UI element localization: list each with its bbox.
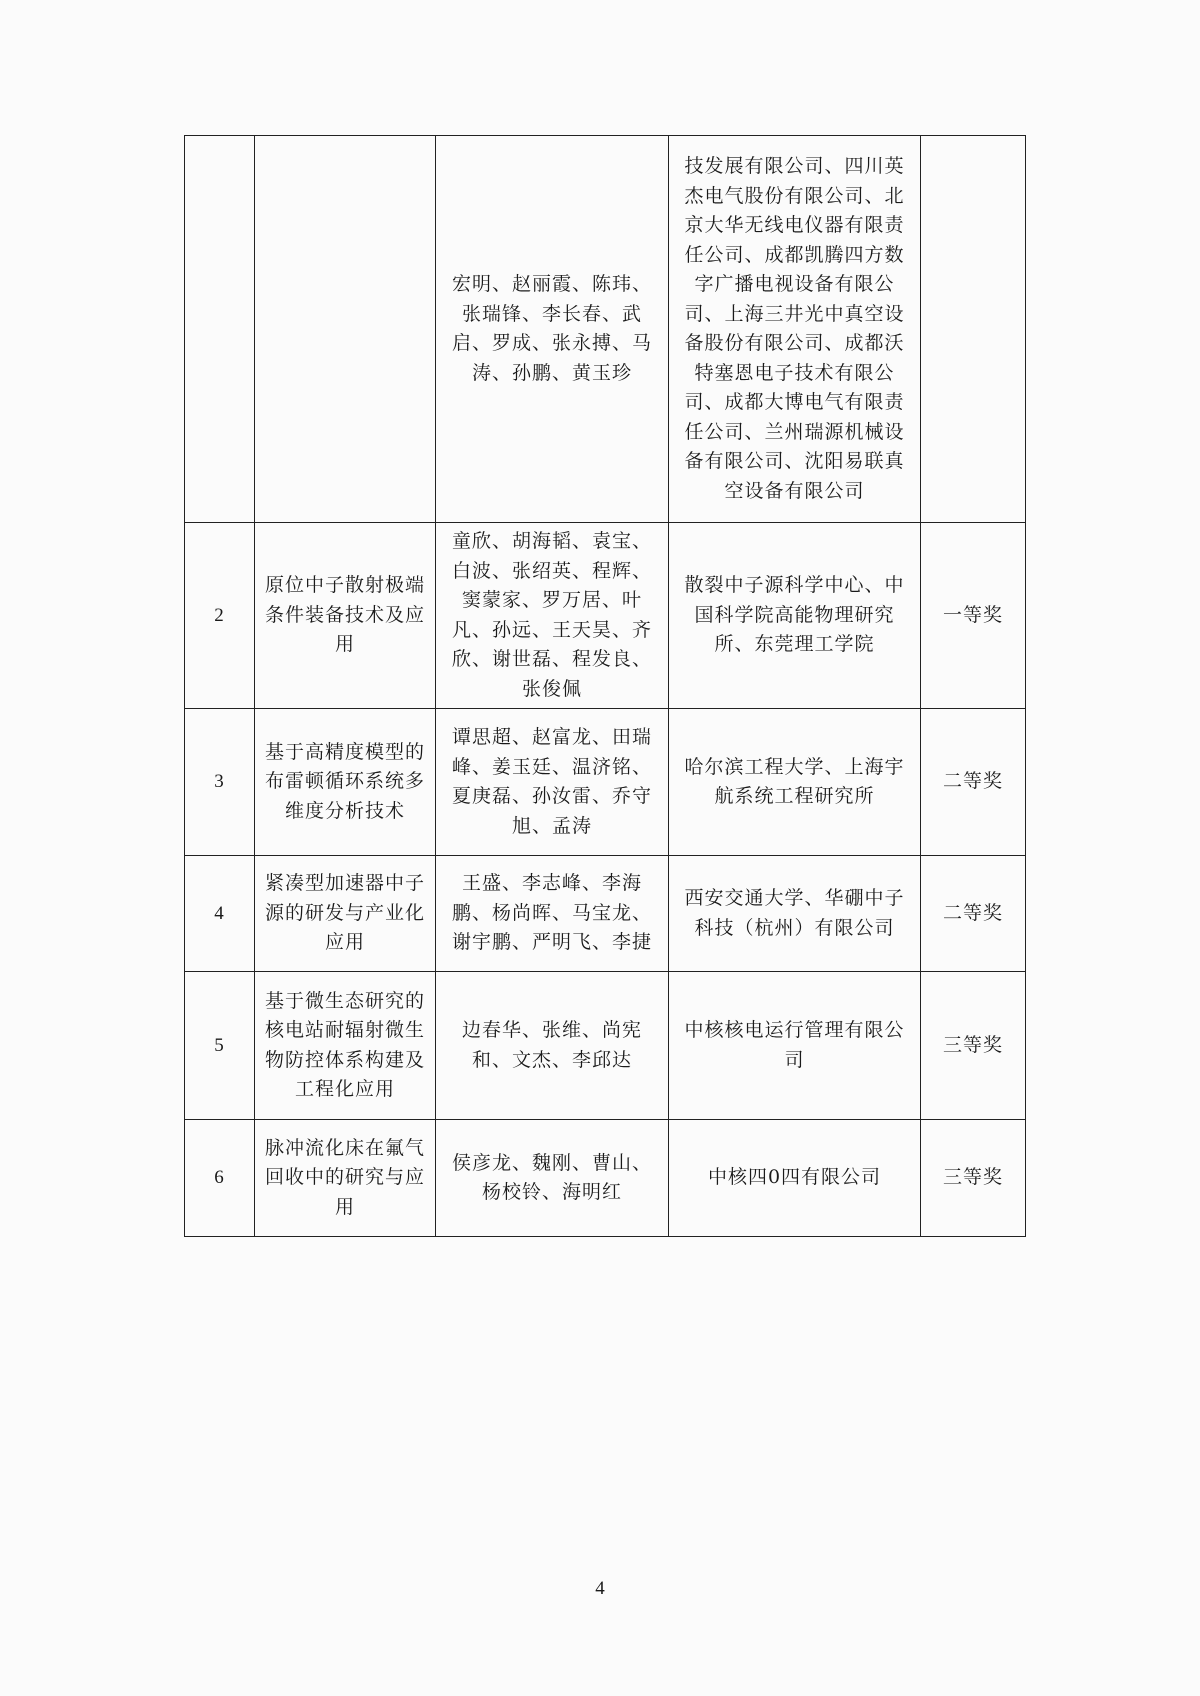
completers: 边春华、张维、尚宪和、文杰、李邱达: [436, 972, 669, 1120]
project-name: 紧凑型加速器中子源的研发与产业化应用: [255, 856, 436, 972]
award-level: 二等奖: [921, 709, 1026, 856]
award-level: 一等奖: [921, 523, 1026, 709]
completers: 宏明、赵丽霞、陈玮、张瑞锋、李长春、武启、罗成、张永搏、马涛、孙鹏、黄玉珍: [436, 136, 669, 523]
project-name: 基于高精度模型的布雷顿循环系统多维度分析技术: [255, 709, 436, 856]
table-row: [185, 709, 1026, 856]
table-row: [185, 136, 1026, 523]
completing-units: 技发展有限公司、四川英杰电气股份有限公司、北京大华无线电仪器有限责任公司、成都凯腾四方数字广播电视设备有限公司、上海三井光中真空设备股份有限公司、成都沃特塞恩电子技术有限公司、成都大博电气有限责任公司、兰州瑞源机械设备有限公司、沈阳易联真空设备有限公司: [669, 136, 921, 523]
row-number: 4: [185, 856, 255, 972]
table-row: [185, 523, 1026, 709]
table-row: [185, 856, 1026, 972]
award-level: 二等奖: [921, 856, 1026, 972]
completers: 谭思超、赵富龙、田瑞峰、姜玉廷、温济铭、夏庚磊、孙汝雷、乔守旭、孟涛: [436, 709, 669, 856]
completing-units: 哈尔滨工程大学、上海宇航系统工程研究所: [669, 709, 921, 856]
row-number: [185, 136, 255, 523]
completing-units: 散裂中子源科学中心、中国科学院高能物理研究所、东莞理工学院: [669, 523, 921, 709]
table-row: [185, 972, 1026, 1120]
page-number: 4: [595, 1578, 605, 1599]
completing-units: 中核核电运行管理有限公司: [669, 972, 921, 1120]
completers: 童欣、胡海韬、袁宝、白波、张绍英、程辉、窦蒙家、罗万居、叶凡、孙远、王天昊、齐欣、谢世磊、程发良、张俊佩: [436, 523, 669, 709]
row-number: 3: [185, 709, 255, 856]
completers: 王盛、李志峰、李海鹏、杨尚晖、马宝龙、谢宇鹏、严明飞、李捷: [436, 856, 669, 972]
table-row: [185, 1120, 1026, 1237]
completing-units: 西安交通大学、华硼中子科技（杭州）有限公司: [669, 856, 921, 972]
project-name: 脉冲流化床在氟气回收中的研究与应用: [255, 1120, 436, 1237]
completing-units: 中核四0四有限公司: [669, 1120, 921, 1237]
completers: 侯彦龙、魏刚、曹山、杨校铃、海明红: [436, 1120, 669, 1237]
row-number: 5: [185, 972, 255, 1120]
award-level: [921, 136, 1026, 523]
award-level: 三等奖: [921, 972, 1026, 1120]
row-number: 2: [185, 523, 255, 709]
row-number: 6: [185, 1120, 255, 1237]
award-level: 三等奖: [921, 1120, 1026, 1237]
award-table: [184, 135, 1026, 1237]
project-name: 基于微生态研究的核电站耐辐射微生物防控体系构建及工程化应用: [255, 972, 436, 1120]
project-name: 原位中子散射极端条件装备技术及应用: [255, 523, 436, 709]
project-name: [255, 136, 436, 523]
